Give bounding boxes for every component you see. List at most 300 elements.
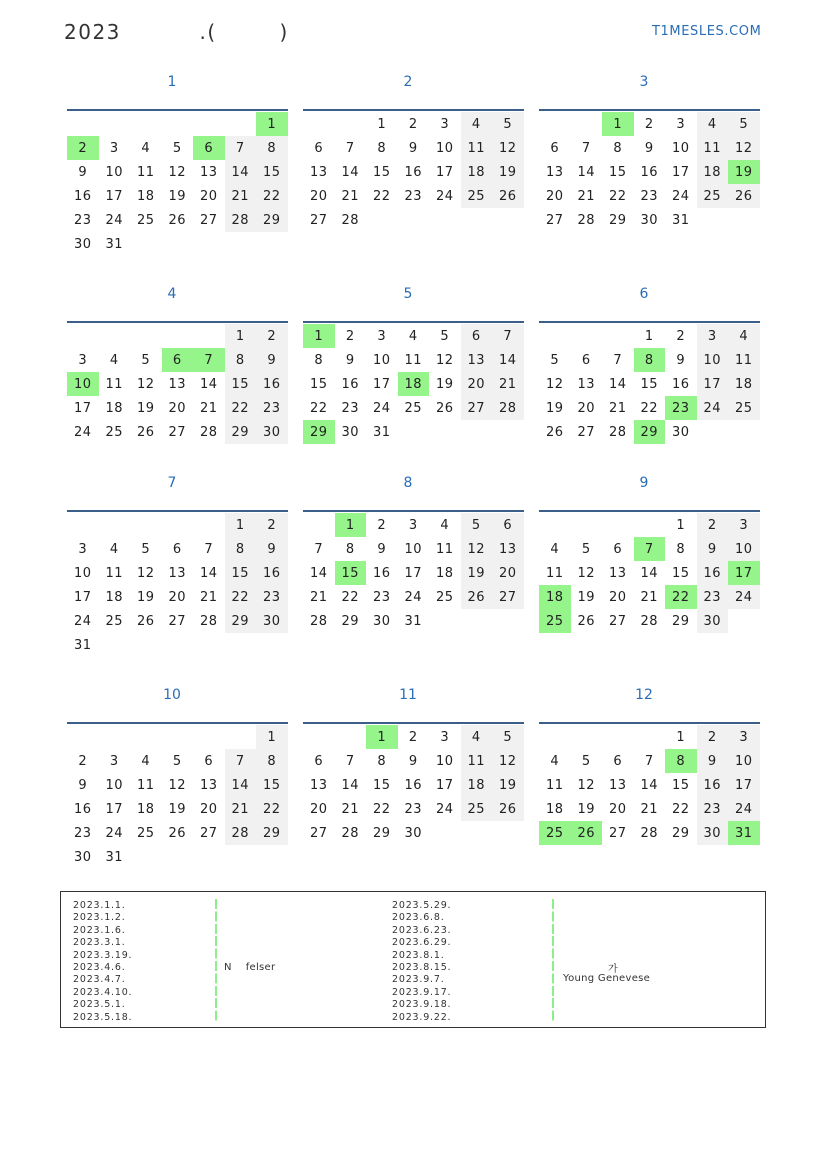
day-cell: 19 [577,589,596,605]
day-cell: 20 [168,400,187,416]
day-cell: 18 [728,372,760,396]
empty-cell [99,725,131,749]
day-cell: 24 [105,212,124,228]
day-cell: 13 [168,565,187,581]
day-cell: 6 [461,324,493,348]
holiday-note-left: N felser [224,962,276,973]
day-cell: 15 [256,160,288,184]
day-cell: 12 [492,136,524,160]
day-cell: 26 [168,825,187,841]
day-cell: 23 [640,188,659,204]
day-cell: 2 [676,328,686,344]
day-cell: 19 [136,589,155,605]
day-cell: 3 [78,541,88,557]
day-cell: 15 [256,773,288,797]
holiday-marker-bar [215,899,217,1023]
day-cell: 4 [109,352,119,368]
day-cell: 2 [408,729,418,745]
day-cell: 21 [640,589,659,605]
day-cell: 13 [309,164,328,180]
day-cell: 23 [73,825,92,841]
holiday-date: 2023.6.8. [392,912,445,924]
day-cell: 30 [341,424,360,440]
day-cell: 28 [640,613,659,629]
day-cell: 25 [404,400,423,416]
day-cell: 1 [225,513,257,537]
day-cell: 2 [408,116,418,132]
day-cell: 15 [225,372,257,396]
day-cell: 31 [105,236,124,252]
day-cell: 28 [640,825,659,841]
day-cell: 24 [435,188,454,204]
day-cell: 29 [256,821,288,845]
day-cell: 6 [550,140,560,156]
day-cell: 23 [697,585,729,609]
day-cell: 28 [199,613,218,629]
day-cell: 29 [341,613,360,629]
month-divider [67,510,288,512]
month-title: 12 [635,687,653,703]
day-cell: 21 [341,188,360,204]
day-cell: 12 [728,136,760,160]
day-grid [303,112,524,232]
holiday-day-cell: 25 [539,821,571,845]
day-grid [303,324,524,444]
day-cell: 17 [404,565,423,581]
day-cell: 18 [105,589,124,605]
month-title: 2 [403,74,413,90]
empty-cell [539,513,571,537]
day-cell: 6 [613,541,623,557]
day-cell: 20 [608,801,627,817]
day-cell: 12 [577,777,596,793]
day-cell: 4 [109,541,119,557]
day-cell: 19 [577,801,596,817]
holiday-date: 2023.9.7. [392,974,445,986]
holiday-day-cell: 26 [571,821,603,845]
day-cell: 24 [404,589,423,605]
empty-cell [571,112,603,136]
holiday-date: 2023.5.29. [392,900,452,911]
holiday-date: 2023.5.18. [73,1011,133,1023]
day-cell: 9 [697,537,729,561]
day-cell: 9 [377,541,387,557]
day-cell: 5 [492,725,524,749]
holiday-date: 2023.8.1. [392,949,445,961]
month-divider [67,321,288,323]
holiday-day-cell: 29 [303,420,335,444]
day-cell: 16 [256,372,288,396]
day-cell: 21 [225,184,257,208]
day-cell: 28 [577,212,596,228]
holiday-day-cell: 15 [335,561,367,585]
day-cell: 3 [440,729,450,745]
holiday-day-cell: 2 [67,136,99,160]
empty-cell [335,725,367,749]
day-cell: 27 [545,212,564,228]
day-cell: 8 [377,140,387,156]
empty-cell [162,112,194,136]
day-cell: 13 [577,376,596,392]
day-cell: 12 [136,376,155,392]
day-cell: 8 [225,348,257,372]
day-cell: 18 [545,801,564,817]
day-cell: 17 [435,777,454,793]
day-cell: 24 [728,585,760,609]
day-cell: 17 [372,376,391,392]
day-cell: 10 [105,164,124,180]
day-cell: 26 [492,184,524,208]
empty-cell [130,513,162,537]
day-grid [303,725,524,845]
day-cell: 16 [341,376,360,392]
holiday-date: 2023.3.1. [73,937,126,949]
holiday-day-cell: 1 [335,513,367,537]
day-cell: 11 [136,164,155,180]
holiday-day-cell: 29 [634,420,666,444]
day-cell: 6 [204,753,214,769]
day-cell: 18 [136,801,155,817]
holiday-note-right-1: 가 [608,964,618,975]
day-cell: 20 [309,801,328,817]
day-cell: 3 [377,328,387,344]
day-cell: 18 [461,160,493,184]
day-cell: 10 [73,565,92,581]
day-cell: 12 [435,352,454,368]
day-cell: 1 [676,517,686,533]
day-cell: 14 [225,160,257,184]
month-divider [67,722,288,724]
day-cell: 23 [73,212,92,228]
day-cell: 3 [78,352,88,368]
day-cell: 16 [697,561,729,585]
holiday-date: 2023.6.29. [392,937,452,949]
empty-cell [225,112,257,136]
holiday-dates-left [73,900,132,1024]
day-cell: 1 [644,328,654,344]
day-cell: 22 [372,801,391,817]
day-cell: 23 [697,797,729,821]
day-cell: 7 [644,753,654,769]
day-cell: 3 [697,324,729,348]
empty-cell [130,324,162,348]
holiday-date: 2023.6.23. [392,924,452,936]
day-cell: 13 [199,777,218,793]
day-cell: 23 [404,801,423,817]
day-grid [539,513,760,633]
day-cell: 13 [492,537,524,561]
day-cell: 17 [697,372,729,396]
day-cell: 2 [697,513,729,537]
day-cell: 27 [199,825,218,841]
day-cell: 12 [577,565,596,581]
month-divider [303,510,524,512]
day-cell: 10 [372,352,391,368]
holiday-legend [60,891,766,1028]
holiday-date: 2023.3.19. [73,949,133,961]
day-cell: 4 [141,753,151,769]
day-grid [67,112,288,256]
day-cell: 2 [345,328,355,344]
day-cell: 3 [408,517,418,533]
day-cell: 9 [408,753,418,769]
day-cell: 4 [728,324,760,348]
day-cell: 6 [314,140,324,156]
day-cell: 14 [225,773,257,797]
day-cell: 25 [697,184,729,208]
day-cell: 17 [105,801,124,817]
month-title: 7 [167,475,177,491]
holiday-day-cell: 25 [539,609,571,633]
day-cell: 9 [256,348,288,372]
holiday-day-cell: 17 [728,561,760,585]
brand-logo[interactable]: T1MESLES.COM [652,24,762,39]
day-cell: 29 [225,420,257,444]
day-cell: 7 [492,324,524,348]
day-cell: 23 [372,589,391,605]
empty-cell [193,112,225,136]
day-cell: 22 [256,797,288,821]
empty-cell [634,513,666,537]
day-cell: 6 [172,541,182,557]
day-cell: 27 [608,613,627,629]
day-cell: 4 [550,541,560,557]
day-cell: 3 [109,140,119,156]
day-cell: 21 [341,801,360,817]
day-cell: 3 [440,116,450,132]
day-cell: 7 [345,753,355,769]
holiday-date: 2023.1.1. [73,900,126,911]
month-divider [539,109,760,111]
day-cell: 8 [256,749,288,773]
day-cell: 1 [377,116,387,132]
day-cell: 26 [136,424,155,440]
month-divider [539,321,760,323]
day-cell: 23 [404,188,423,204]
holiday-day-cell: 6 [162,348,194,372]
day-cell: 17 [671,164,690,180]
day-cell: 27 [168,613,187,629]
empty-cell [193,324,225,348]
day-cell: 8 [613,140,623,156]
day-cell: 28 [225,208,257,232]
day-cell: 29 [256,208,288,232]
day-cell: 5 [172,753,182,769]
day-cell: 4 [461,112,493,136]
empty-cell [634,725,666,749]
day-grid [539,112,760,232]
holiday-date: 2023.9.22. [392,1011,452,1023]
day-cell: 5 [461,513,493,537]
empty-cell [99,513,131,537]
empty-cell [162,324,194,348]
day-cell: 16 [404,164,423,180]
day-cell: 2 [644,116,654,132]
day-cell: 5 [141,352,151,368]
day-cell: 24 [105,825,124,841]
day-cell: 14 [608,376,627,392]
day-cell: 10 [105,777,124,793]
holiday-date: 2023.1.6. [73,924,126,936]
empty-cell [67,324,99,348]
day-cell: 2 [78,753,88,769]
day-cell: 14 [199,565,218,581]
day-cell: 26 [435,400,454,416]
holiday-day-cell: 19 [728,160,760,184]
day-cell: 30 [256,420,288,444]
day-cell: 26 [545,424,564,440]
day-cell: 25 [136,825,155,841]
holiday-marker-bar [552,899,554,1023]
day-cell: 7 [225,749,257,773]
day-cell: 24 [697,396,729,420]
day-cell: 20 [577,400,596,416]
empty-cell [303,725,335,749]
day-cell: 20 [492,561,524,585]
day-cell: 27 [461,396,493,420]
day-cell: 11 [136,777,155,793]
day-cell: 17 [728,773,760,797]
holiday-day-cell: 18 [398,372,430,396]
day-cell: 28 [199,424,218,440]
month-divider [67,109,288,111]
holiday-dates-right [392,900,451,1024]
day-cell: 5 [172,140,182,156]
day-cell: 22 [640,400,659,416]
day-grid [539,324,760,444]
day-cell: 31 [404,613,423,629]
empty-cell [67,112,99,136]
day-cell: 13 [309,777,328,793]
day-cell: 28 [309,613,328,629]
day-cell: 19 [168,188,187,204]
empty-cell [225,725,257,749]
day-cell: 21 [225,797,257,821]
holiday-day-cell: 1 [366,725,398,749]
empty-cell [602,725,634,749]
empty-cell [99,324,131,348]
day-cell: 31 [105,849,124,865]
day-cell: 12 [492,749,524,773]
holiday-day-cell: 7 [193,348,225,372]
day-cell: 9 [256,537,288,561]
day-cell: 10 [671,140,690,156]
day-cell: 8 [377,753,387,769]
empty-cell [539,725,571,749]
day-cell: 13 [199,164,218,180]
month-divider [303,722,524,724]
day-cell: 12 [168,777,187,793]
day-cell: 1 [256,725,288,749]
day-cell: 5 [492,112,524,136]
day-cell: 24 [73,424,92,440]
day-cell: 16 [372,565,391,581]
day-cell: 21 [577,188,596,204]
day-cell: 15 [640,376,659,392]
day-cell: 20 [199,188,218,204]
day-cell: 17 [73,400,92,416]
day-cell: 5 [550,352,560,368]
day-cell: 27 [309,825,328,841]
holiday-date: 2023.9.18. [392,999,452,1011]
day-cell: 22 [309,400,328,416]
day-cell: 13 [608,565,627,581]
day-cell: 15 [608,164,627,180]
day-cell: 15 [671,565,690,581]
day-cell: 31 [372,424,391,440]
day-cell: 28 [341,212,360,228]
holiday-date: 2023.4.10. [73,986,133,998]
day-cell: 27 [577,424,596,440]
day-cell: 6 [492,513,524,537]
day-cell: 19 [492,773,524,797]
day-cell: 16 [256,561,288,585]
day-cell: 5 [440,328,450,344]
day-cell: 26 [728,184,760,208]
empty-cell [571,725,603,749]
holiday-day-cell: 18 [539,585,571,609]
day-cell: 30 [73,236,92,252]
empty-cell [539,324,571,348]
holiday-day-cell: 1 [303,324,335,348]
day-cell: 30 [372,613,391,629]
day-cell: 11 [697,136,729,160]
day-cell: 27 [492,585,524,609]
day-cell: 5 [728,112,760,136]
day-cell: 5 [581,541,591,557]
day-cell: 10 [435,140,454,156]
day-cell: 26 [136,613,155,629]
day-cell: 20 [545,188,564,204]
day-cell: 21 [199,589,218,605]
empty-cell [67,513,99,537]
day-cell: 11 [545,565,564,581]
day-cell: 6 [613,753,623,769]
month-title: 5 [403,286,413,302]
day-cell: 30 [671,424,690,440]
day-cell: 29 [671,825,690,841]
holiday-day-cell: 22 [665,585,697,609]
day-cell: 2 [256,324,288,348]
day-cell: 21 [608,400,627,416]
day-cell: 17 [435,164,454,180]
day-cell: 30 [73,849,92,865]
day-cell: 8 [345,541,355,557]
day-cell: 13 [545,164,564,180]
holiday-day-cell: 23 [665,396,697,420]
day-cell: 29 [671,613,690,629]
day-cell: 2 [377,517,387,533]
day-cell: 7 [314,541,324,557]
day-cell: 8 [256,136,288,160]
month-title: 4 [167,286,177,302]
day-cell: 26 [492,797,524,821]
day-cell: 22 [608,188,627,204]
day-grid [67,725,288,869]
day-cell: 25 [728,396,760,420]
day-cell: 21 [309,589,328,605]
day-cell: 22 [256,184,288,208]
day-cell: 31 [73,637,92,653]
day-cell: 17 [105,188,124,204]
day-cell: 21 [640,801,659,817]
empty-cell [130,725,162,749]
day-grid [303,513,524,633]
day-cell: 20 [199,801,218,817]
day-cell: 12 [136,565,155,581]
day-cell: 27 [309,212,328,228]
day-grid [67,324,288,444]
